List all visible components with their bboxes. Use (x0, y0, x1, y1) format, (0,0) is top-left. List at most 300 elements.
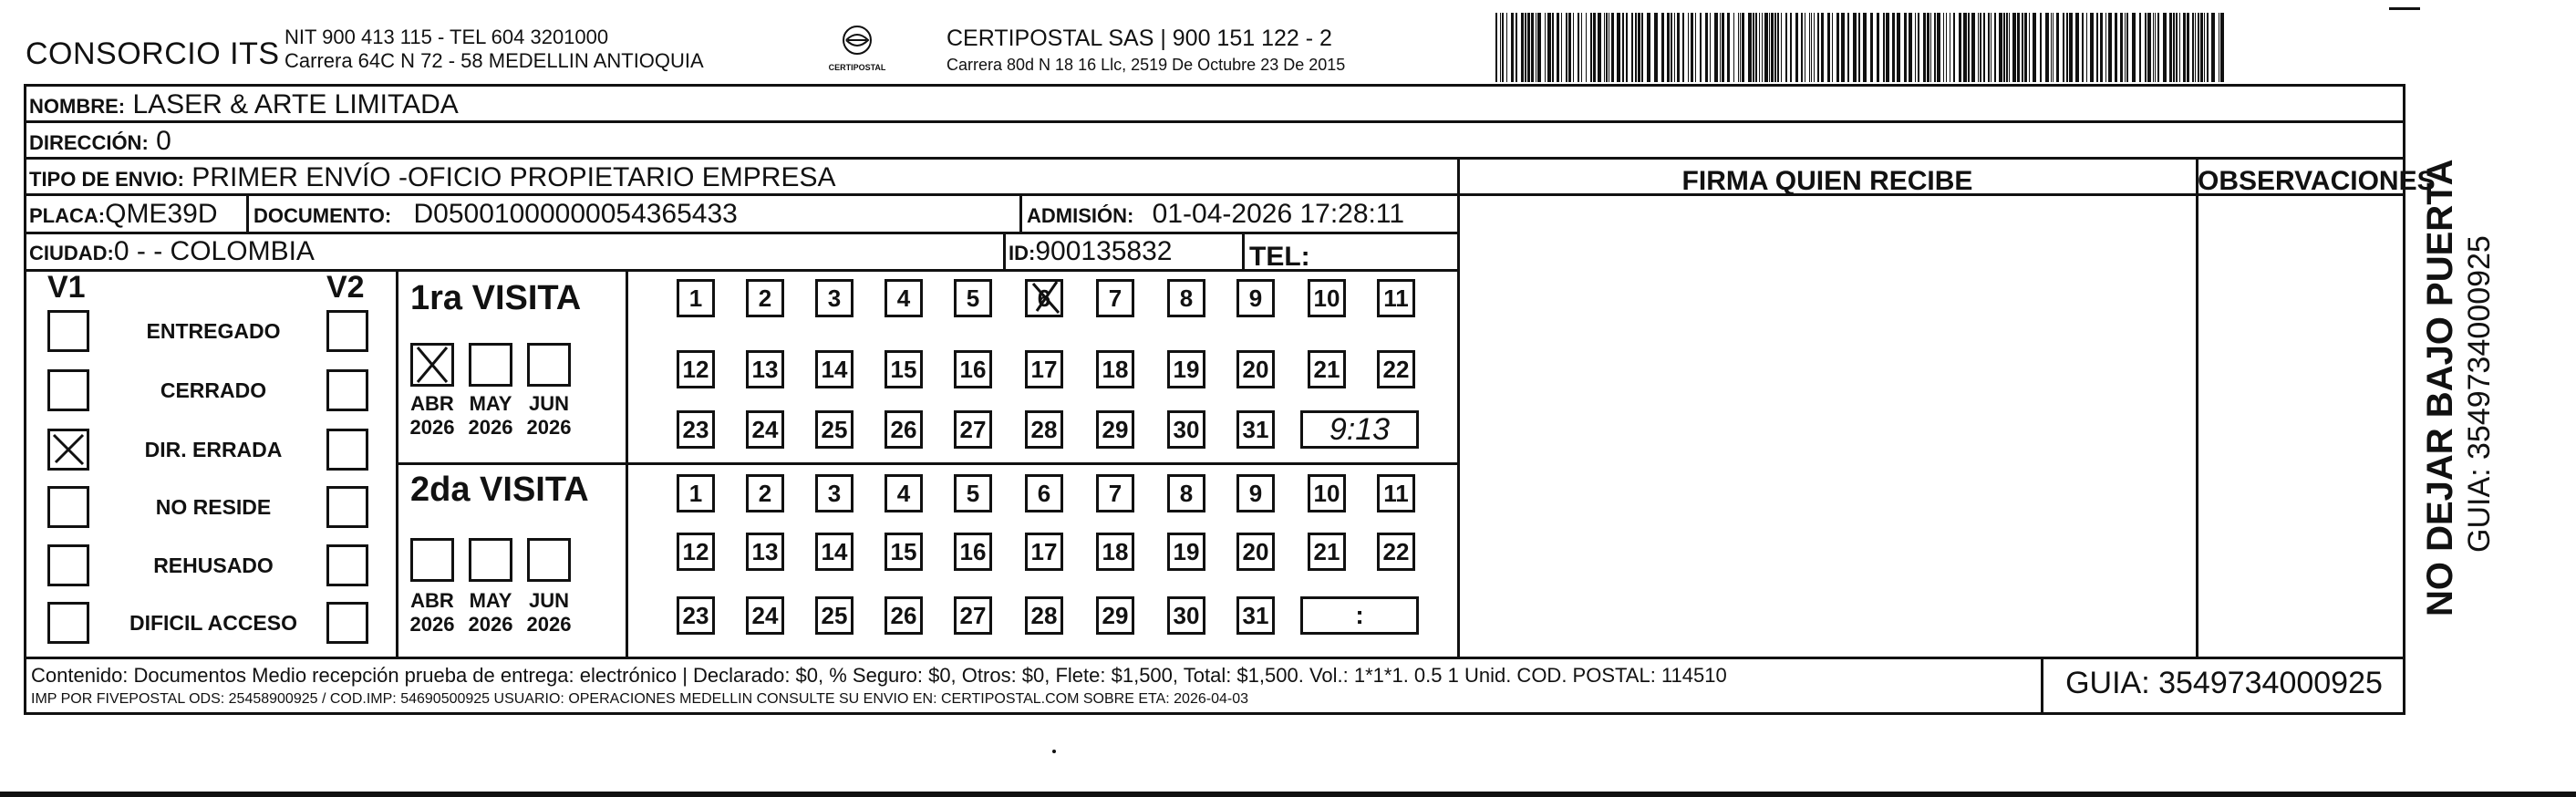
barcode-bar (1654, 13, 1658, 82)
barcode-bar (1762, 13, 1763, 82)
barcode-bar (2022, 13, 2023, 82)
day-number: 10 (1313, 285, 1340, 312)
first-visit-day-box[interactable] (1167, 410, 1205, 449)
second-visit-day-box[interactable] (1025, 474, 1063, 512)
barcode-bar (1821, 13, 1824, 82)
first-visit-day-box[interactable] (1096, 279, 1134, 317)
day-number: 7 (1108, 480, 1122, 507)
barcode-bar (1983, 13, 1985, 82)
certipostal-logo (825, 22, 889, 72)
barcode-bar (1774, 13, 1776, 82)
barcode-bar (1738, 13, 1739, 82)
barcode-bar (2006, 13, 2008, 82)
barcode-bar (2220, 13, 2224, 82)
barcode-bar (1641, 13, 1643, 82)
company-address: Carrera 64C N 72 - 58 MEDELLIN ANTIOQUIA (284, 49, 704, 72)
v2-checkbox[interactable] (326, 369, 368, 411)
barcode-bar (1545, 13, 1546, 82)
barcode-bar (2132, 13, 2136, 82)
barcode-bar (2176, 13, 2178, 82)
certipostal-seal-icon (837, 22, 877, 58)
status-label: REHUSADO (153, 554, 274, 577)
col-divider (396, 269, 398, 657)
barcode-bar (1521, 13, 1524, 82)
placa-value: QME39D (105, 199, 218, 229)
col-divider (1019, 193, 1022, 232)
row-divider (24, 269, 1459, 272)
second-visit-day-box[interactable] (746, 533, 784, 571)
v1-checkbox[interactable] (47, 602, 89, 644)
barcode-bar (1561, 13, 1562, 82)
day-number: 8 (1179, 480, 1194, 507)
barcode-bar (1883, 13, 1885, 82)
month-name: ABR (410, 589, 454, 612)
month-year: 2026 (409, 613, 455, 636)
barcode-bar (2100, 13, 2103, 82)
barcode-bar (1516, 13, 1517, 82)
barcode-bar (1667, 13, 1670, 82)
status-label: DIFICIL ACCESO (129, 611, 297, 635)
second-visit-day-box[interactable] (1096, 474, 1134, 512)
day-number: 15 (890, 538, 917, 565)
day-number: 7 (1108, 285, 1122, 312)
check-x-icon (1028, 280, 1064, 316)
v1-checkbox[interactable] (47, 429, 89, 471)
barcode-bar (1661, 13, 1664, 82)
col-divider (1003, 232, 1006, 269)
carrier-line: CERTIPOSTAL SAS | 900 151 122 - 2 (947, 26, 1332, 51)
barcode-bar (2105, 13, 2106, 82)
barcode-bar (1915, 13, 1916, 82)
barcode-bar (2179, 13, 2180, 82)
barcode-bar (1886, 13, 1889, 82)
barcode-bar (2157, 13, 2159, 82)
second-visit-day-box[interactable] (1308, 533, 1346, 571)
day-number: 24 (751, 602, 779, 629)
barcode-bar (1502, 13, 1504, 82)
first-visit-label: 1ra VISITA (410, 279, 582, 317)
barcode-bar (1853, 13, 1857, 82)
day-number: 30 (1173, 416, 1200, 443)
barcode-bar (1566, 13, 1567, 82)
first-visit-time-box[interactable]: 9:13 (1300, 410, 1419, 449)
barcode-bar (1671, 13, 1672, 82)
barcode-bar (2056, 13, 2059, 82)
barcode-bar (1959, 13, 1961, 82)
barcode-bar (1927, 13, 1929, 82)
second-visit-day-box[interactable] (815, 474, 853, 512)
first-visit-day-box[interactable] (1377, 350, 1415, 388)
barcode-bar (1617, 13, 1620, 82)
second-visit-day-box[interactable] (1096, 533, 1134, 571)
v2-header: V2 (326, 270, 365, 305)
content-line: Contenido: Documentos Medio recepción prueba de entrega: electrónico | Declarado: $0, % Seguro: $0, Otros: $0, Flete: $1,500, Total: $1,500. Vol.: 1*1*1. 0.5 1 Unid. COD. POSTAL: 114510 (31, 664, 1727, 687)
barcode-bar (1897, 13, 1900, 82)
barcode-bar (1943, 13, 1944, 82)
second-visit-day-box[interactable] (1167, 474, 1205, 512)
second-visit-day-box[interactable] (1308, 474, 1346, 512)
first-visit-day-box[interactable] (1236, 279, 1275, 317)
v1-checkbox[interactable] (47, 486, 89, 528)
day-number: 9 (1248, 480, 1263, 507)
barcode-bar (2126, 13, 2128, 82)
barcode-bar (1980, 13, 1981, 82)
ciudad-label: CIUDAD: (29, 242, 114, 264)
day-number: 31 (1242, 416, 1269, 443)
tel-label: TEL: (1249, 242, 1310, 272)
second-visit-day-box[interactable] (1025, 596, 1063, 635)
first-visit-day-box[interactable] (1096, 410, 1134, 449)
barcode-bar (2125, 13, 2126, 82)
barcode-bar (1573, 13, 1574, 82)
day-number: 19 (1173, 356, 1200, 383)
documento-label: DOCUMENTO: (253, 204, 392, 227)
barcode-bar (2040, 13, 2042, 82)
barcode-bar (2024, 13, 2027, 82)
day-number: 26 (890, 602, 917, 629)
barcode-bar (1527, 13, 1530, 82)
barcode-bar (1764, 13, 1768, 82)
barcode-bar (1631, 13, 1633, 82)
barcode-bar (1937, 13, 1940, 82)
v1-checkbox[interactable] (47, 369, 89, 411)
first-visit-day-box[interactable] (954, 350, 992, 388)
first-visit-month-label (522, 392, 576, 440)
barcode-bar (1635, 13, 1637, 82)
month-name: JUN (528, 589, 569, 612)
first-visit-day-box[interactable] (885, 279, 923, 317)
status-label: NO RESIDE (155, 495, 272, 519)
v1-header: V1 (47, 270, 86, 305)
day-number: 6 (1037, 480, 1051, 507)
row-divider (24, 120, 2405, 123)
day-number: 29 (1102, 416, 1129, 443)
corner-tick (2389, 7, 2420, 10)
first-visit-month-box[interactable] (469, 343, 512, 387)
day-number: 17 (1030, 538, 1058, 565)
barcode-bar (1748, 13, 1752, 82)
status-label: ENTREGADO (146, 319, 281, 343)
barcode-bar (2029, 13, 2030, 82)
day-number: 11 (1383, 285, 1409, 312)
first-visit-month-box[interactable] (410, 343, 454, 387)
barcode-bar (1863, 13, 1867, 82)
barcode-bar (1727, 13, 1730, 82)
day-number: 22 (1382, 538, 1410, 565)
second-visit-day-box[interactable] (1377, 474, 1415, 512)
barcode-bar (1626, 13, 1628, 82)
first-visit-month-label (405, 392, 460, 440)
barcode-bar (1769, 13, 1770, 82)
day-number: 25 (821, 416, 848, 443)
barcode-bar (1785, 13, 1787, 82)
barcode-bar (1847, 13, 1849, 82)
first-visit-day-box[interactable] (1167, 350, 1205, 388)
barcode-bar (1994, 13, 1996, 82)
side-guia: GUIA: 3549734000925 (2462, 235, 2497, 553)
documento-value: D05001000000054365433 (413, 199, 738, 229)
second-visit-day-box[interactable] (677, 533, 715, 571)
day-number: 24 (751, 416, 779, 443)
day-number: 18 (1102, 538, 1129, 565)
second-visit-label: 2da VISITA (410, 471, 589, 509)
first-visit-month-box[interactable] (527, 343, 571, 387)
first-visit-day-box[interactable] (677, 279, 715, 317)
barcode-bar (1647, 13, 1650, 82)
v2-checkbox[interactable] (326, 602, 368, 644)
logo-text: CERTIPOSTAL (828, 63, 886, 72)
first-visit-day-box[interactable] (1025, 279, 1063, 317)
barcode-bar (1568, 13, 1571, 82)
first-visit-day-box[interactable] (885, 410, 923, 449)
first-visit-day-box[interactable] (746, 350, 784, 388)
day-number: 21 (1313, 356, 1340, 383)
barcode-bar (1586, 13, 1587, 82)
barcode-bar (1877, 13, 1879, 82)
month-year: 2026 (526, 613, 572, 636)
tipo-envio-label: TIPO DE ENVIO: (29, 168, 184, 191)
col-divider (626, 269, 628, 657)
day-number: 14 (821, 356, 848, 383)
carrier-info (947, 26, 1345, 75)
barcode (1495, 13, 2225, 82)
day-number: 16 (959, 356, 987, 383)
first-visit-day-box[interactable] (1167, 279, 1205, 317)
day-number: 3 (827, 480, 842, 507)
day-number: 2 (758, 480, 772, 507)
second-visit-day-box[interactable] (746, 474, 784, 512)
day-number: 19 (1173, 538, 1200, 565)
second-visit-day-box[interactable] (746, 596, 784, 635)
status-label: DIR. ERRADA (144, 438, 283, 461)
barcode-bar (1590, 13, 1592, 82)
day-number: 18 (1102, 356, 1129, 383)
day-number: 6 (1037, 285, 1051, 312)
barcode-bar (2120, 13, 2123, 82)
day-number: 5 (966, 480, 980, 507)
check-x-icon (413, 346, 451, 384)
col-divider (246, 193, 249, 232)
first-visit-day-box[interactable] (1025, 410, 1063, 449)
direccion-value: 0 (156, 126, 171, 156)
day-number: 12 (682, 538, 709, 565)
barcode-bar (2173, 13, 2175, 82)
day-number: 29 (1102, 602, 1129, 629)
direccion-field (29, 126, 171, 157)
col-divider (2196, 157, 2198, 657)
carrier-address: Carrera 80d N 18 16 Llc, 2519 De Octubre 23 De 2015 (947, 56, 1346, 74)
barcode-bar (1695, 13, 1696, 82)
barcode-bar (1904, 13, 1907, 82)
barcode-bar (1953, 13, 1955, 82)
barcode-bar (1836, 13, 1839, 82)
month-year: 2026 (526, 416, 572, 439)
barcode-bar (1832, 13, 1833, 82)
barcode-bar (2192, 13, 2194, 82)
barcode-bar (1611, 13, 1614, 82)
first-visit-day-box[interactable] (746, 279, 784, 317)
barcode-bar (2163, 13, 2167, 82)
barcode-bar (1968, 13, 1970, 82)
barcode-bar (2090, 13, 2094, 82)
barcode-bar (1841, 13, 1845, 82)
first-visit-day-box[interactable] (677, 350, 715, 388)
second-visit-day-box[interactable] (954, 533, 992, 571)
barcode-bar (1733, 13, 1734, 82)
barcode-bar (1999, 13, 2002, 82)
first-visit-day-box[interactable] (677, 410, 715, 449)
first-visit-day-box[interactable] (1236, 350, 1275, 388)
v2-checkbox[interactable] (326, 429, 368, 471)
barcode-bar (1511, 13, 1514, 82)
second-visit-day-box[interactable] (677, 596, 715, 635)
day-number: 1 (688, 285, 703, 312)
barcode-bar (2086, 13, 2087, 82)
v2-checkbox[interactable] (326, 310, 368, 352)
first-visit-day-box[interactable] (815, 350, 853, 388)
second-visit-day-box[interactable] (1167, 596, 1205, 635)
day-number: 5 (966, 285, 980, 312)
second-visit-day-box[interactable] (885, 596, 923, 635)
first-visit-day-box[interactable] (1025, 350, 1063, 388)
second-visit-day-box[interactable] (885, 533, 923, 571)
first-visit-day-box[interactable] (885, 350, 923, 388)
barcode-bar (2115, 13, 2117, 82)
barcode-bar (2066, 13, 2068, 82)
barcode-bar (1790, 13, 1792, 82)
guia-box: GUIA: 3549734000925 (2065, 666, 2383, 700)
first-visit-day-box[interactable] (746, 410, 784, 449)
barcode-bar (2045, 13, 2049, 82)
barcode-bar (2187, 13, 2189, 82)
month-year: 2026 (409, 416, 455, 439)
barcode-bar (2096, 13, 2098, 82)
barcode-bar (1809, 13, 1810, 82)
barcode-bar (1858, 13, 1860, 82)
second-visit-day-box[interactable] (1377, 533, 1415, 571)
second-visit-day-box[interactable] (677, 474, 715, 512)
second-visit-day-box[interactable] (1236, 533, 1275, 571)
day-number: 28 (1030, 416, 1058, 443)
barcode-bar (2012, 13, 2016, 82)
first-visit-day-box[interactable] (1096, 350, 1134, 388)
barcode-bar (2033, 13, 2036, 82)
barcode-bar (1700, 13, 1702, 82)
barcode-bar (2183, 13, 2186, 82)
nombre-label: NOMBRE: (29, 95, 126, 118)
second-visit-day-box[interactable] (954, 596, 992, 635)
barcode-bar (1638, 13, 1640, 82)
second-visit-day-box[interactable] (815, 533, 853, 571)
barcode-bar (1870, 13, 1873, 82)
barcode-bar (2145, 13, 2147, 82)
barcode-bar (2063, 13, 2064, 82)
admision-label: ADMISIÓN: (1027, 204, 1134, 227)
second-visit-day-box[interactable] (1167, 533, 1205, 571)
v1-checkbox[interactable] (47, 544, 89, 586)
barcode-bar (2009, 13, 2010, 82)
admision-value: 01-04-2026 17:28:11 (1152, 199, 1405, 229)
second-visit-day-box[interactable] (954, 474, 992, 512)
second-visit-day-box[interactable] (1025, 533, 1063, 571)
day-number: 23 (682, 416, 709, 443)
barcode-bar (1682, 13, 1684, 82)
first-visit-day-box[interactable] (1308, 279, 1346, 317)
first-visit-day-box[interactable] (954, 279, 992, 317)
second-visit-month-box[interactable] (469, 538, 512, 582)
row-divider (24, 657, 2405, 659)
month-name: MAY (469, 392, 512, 415)
day-number: 4 (896, 285, 911, 312)
second-visit-day-box[interactable] (815, 596, 853, 635)
day-number: 13 (751, 356, 779, 383)
barcode-bar (1930, 13, 1931, 82)
barcode-bar (2075, 13, 2079, 82)
barcode-bar (1705, 13, 1708, 82)
barcode-bar (1814, 13, 1815, 82)
barcode-bar (1547, 13, 1551, 82)
first-visit-day-box[interactable] (1236, 410, 1275, 449)
day-number: 31 (1242, 602, 1269, 629)
day-number: 30 (1173, 602, 1200, 629)
ciudad-value: 0 - - COLOMBIA (113, 236, 315, 266)
first-visit-day-box[interactable] (1308, 350, 1346, 388)
barcode-bar (1500, 13, 1501, 82)
second-visit-month-box[interactable] (410, 538, 454, 582)
second-visit-day-box[interactable] (1096, 596, 1134, 635)
barcode-bar (2139, 13, 2141, 82)
no-dejar-notice: NO DEJAR BAJO PUERTA (2420, 159, 2460, 616)
v2-checkbox[interactable] (326, 486, 368, 528)
second-visit-day-box[interactable] (885, 474, 923, 512)
status-label: CERRADO (160, 378, 267, 402)
barcode-bar (2017, 13, 2020, 82)
placa-label: PLACA: (29, 204, 106, 227)
day-number: 12 (682, 356, 709, 383)
barcode-bar (1755, 13, 1757, 82)
v2-checkbox[interactable] (326, 544, 368, 586)
tipo-envio-value: PRIMER ENVÍO -OFICIO PROPIETARIO EMPRESA (191, 162, 836, 192)
barcode-bar (1606, 13, 1608, 82)
col-divider (1242, 232, 1245, 269)
v1-checkbox[interactable] (47, 310, 89, 352)
firma-header: FIRMA QUIEN RECIBE (1681, 166, 1973, 196)
imp-line: IMP POR FIVEPOSTAL ODS: 25458900925 / COD.IMP: 54690500925 USUARIO: OPERACIONES MEDELLIN CONSULTE SU ENVIO EN: CERTIPOSTAL.COM SOBRE ETA: 2026-04-03 (31, 691, 1248, 707)
barcode-bar (1971, 13, 1975, 82)
day-number: 3 (827, 285, 842, 312)
first-visit-day-box[interactable] (815, 279, 853, 317)
first-visit-day-box[interactable] (815, 410, 853, 449)
second-visit-day-box[interactable] (1236, 596, 1275, 635)
first-visit-day-box[interactable] (954, 410, 992, 449)
nombre-value: LASER & ARTE LIMITADA (132, 89, 459, 119)
second-visit-time-box[interactable]: : (1300, 596, 1419, 635)
first-visit-day-box[interactable] (1377, 279, 1415, 317)
barcode-bar (1598, 13, 1601, 82)
id-value: 900135832 (1035, 236, 1173, 266)
day-number: 21 (1313, 538, 1340, 565)
company-info (284, 26, 704, 73)
barcode-bar (1593, 13, 1596, 82)
barcode-bar (1537, 13, 1541, 82)
nombre-field (29, 89, 459, 120)
day-number: 11 (1383, 480, 1409, 507)
day-number: 16 (959, 538, 987, 565)
row-divider (396, 462, 1459, 465)
barcode-bar (2153, 13, 2154, 82)
second-visit-day-box[interactable] (1236, 474, 1275, 512)
second-visit-month-box[interactable] (527, 538, 571, 582)
